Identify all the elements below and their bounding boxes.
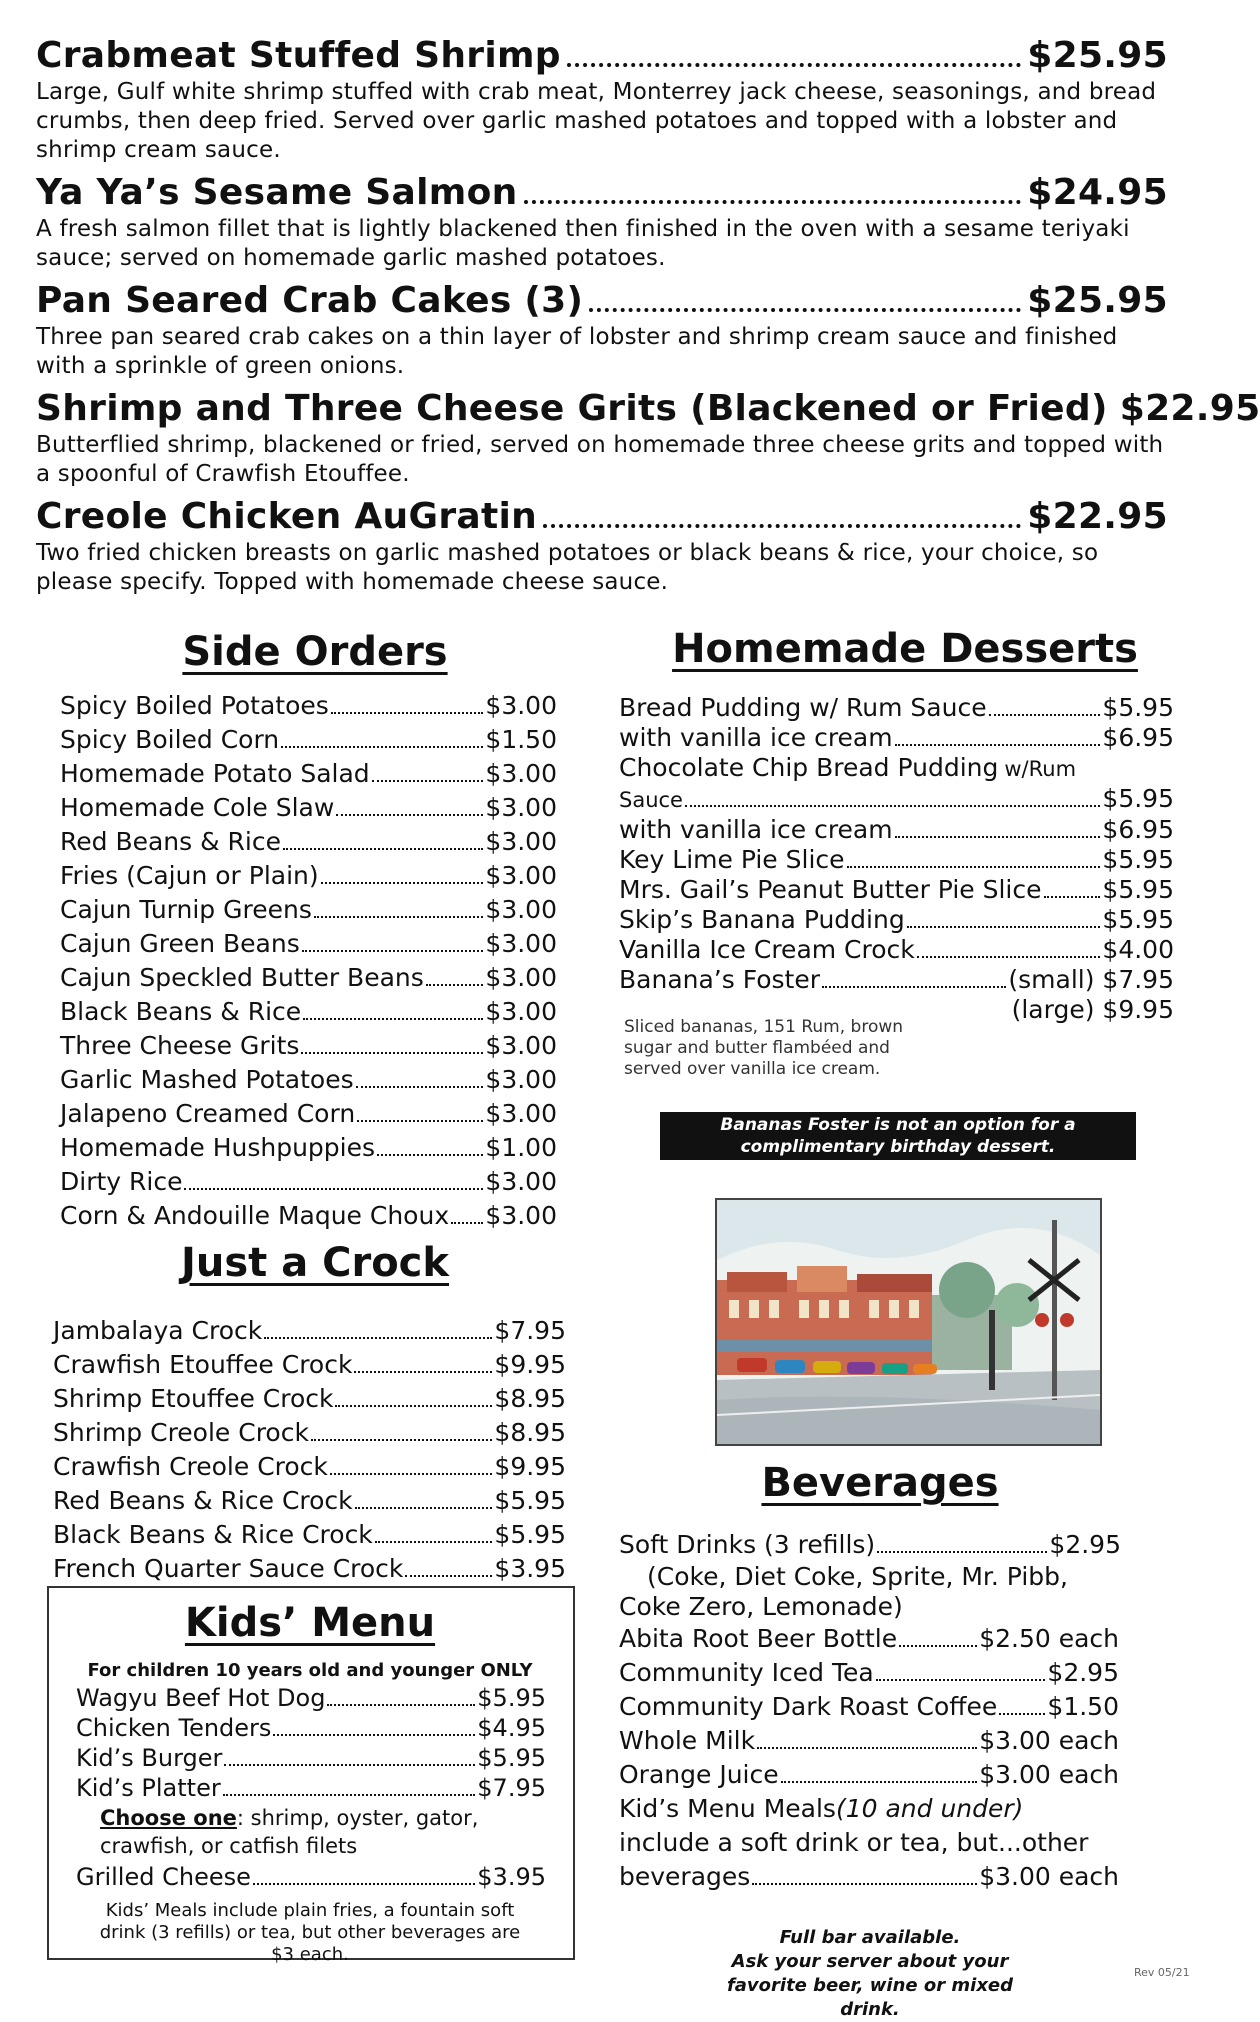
- kids-choose-one: [100, 1804, 520, 1860]
- beverage-items: [619, 1622, 1119, 1792]
- item-name: Homemade Cole Slaw: [60, 793, 335, 822]
- kids-meal-line1: Kid’s Menu Meals: [619, 1794, 836, 1823]
- item-price: $3.00: [485, 759, 557, 788]
- item-name: Shrimp Etouffee Crock: [53, 1384, 334, 1413]
- menu-row: [619, 1758, 1119, 1792]
- item-price: (large) $9.95: [1011, 995, 1174, 1024]
- menu-row: [619, 965, 1174, 995]
- entree-name: Ya Ya’s Sesame Salmon: [36, 172, 518, 213]
- menu-row: [60, 1165, 557, 1199]
- item-name: Kid’s Platter: [76, 1774, 221, 1802]
- menu-row: [76, 1773, 546, 1803]
- item-name: Black Beans & Rice Crock: [53, 1520, 373, 1549]
- street-painting-svg: [717, 1200, 1100, 1444]
- entree-name: Creole Chicken AuGratin: [36, 496, 538, 537]
- full-bar-text: Full bar available.: [779, 1927, 961, 1948]
- menu-row: [60, 859, 557, 893]
- item-price: $3.00 each: [979, 1760, 1119, 1789]
- entree-price: $22.95: [1119, 388, 1260, 429]
- menu-row: [619, 784, 1174, 815]
- menu-row: [60, 995, 557, 1029]
- item-name: Fries (Cajun or Plain): [60, 861, 319, 890]
- menu-row: [619, 845, 1174, 875]
- item-name: Wagyu Beef Hot Dog: [76, 1684, 326, 1712]
- entree-price: $22.95: [1027, 496, 1168, 537]
- menu-row: [53, 1382, 566, 1416]
- item-price: $7.95: [494, 1316, 566, 1345]
- item-name: Jalapeno Creamed Corn: [60, 1099, 356, 1128]
- menu-row: [619, 723, 1174, 753]
- entree-item: [36, 173, 1168, 273]
- entree-item: [36, 497, 1168, 597]
- entree-price: $25.95: [1027, 280, 1168, 321]
- desserts-list: [619, 693, 1174, 1025]
- item-name: Banana’s Foster: [619, 965, 820, 994]
- entree-description: Three pan seared crab cakes on a thin layer of lobster and shrimp cream sauce and finished with a sprinkle of green onions.: [36, 324, 1118, 379]
- item-name: Chicken Tenders: [76, 1714, 272, 1742]
- item-name: Chocolate Chip Bread Pudding: [619, 753, 999, 782]
- item-price: $4.95: [477, 1714, 546, 1742]
- item-price: $3.00: [485, 861, 557, 890]
- item-name: Homemade Potato Salad: [60, 759, 370, 788]
- item-name: Kid’s Burger: [76, 1744, 223, 1772]
- menu-row: [619, 1690, 1119, 1724]
- item-price: $8.95: [494, 1384, 566, 1413]
- menu-row: [53, 1484, 566, 1518]
- kids-menu-list: [76, 1683, 546, 1803]
- item-price: $5.95: [494, 1486, 566, 1515]
- item-name: Mrs. Gail’s Peanut Butter Pie Slice: [619, 875, 1042, 904]
- item-price: $3.00: [485, 827, 557, 856]
- item-price: $2.95: [1047, 1658, 1119, 1687]
- menu-row: [53, 1450, 566, 1484]
- entree-description: A fresh salmon fillet that is lightly blackened then finished in the oven with a sesame teriyaki sauce; served on homemade garlic mashed potatoes.: [36, 216, 1130, 271]
- side-orders-list: [60, 689, 557, 1233]
- item-name-small: w/Rum: [1004, 757, 1077, 781]
- beverages-list: [619, 1528, 1119, 1894]
- menu-row: [619, 905, 1174, 935]
- entree-item: [36, 388, 1260, 489]
- menu-row: [619, 1622, 1119, 1656]
- ask-server-text: Ask your server about your favorite beer, wine or mixed drink.: [726, 1951, 1014, 2020]
- menu-row: [619, 1724, 1119, 1758]
- kids-meal-line2: include a soft drink or tea, but...other: [619, 1828, 1089, 1857]
- menu-row: [619, 693, 1174, 723]
- item-price: $5.95: [1102, 875, 1174, 904]
- entree-description: Butterflied shrimp, blackened or fried, served on homemade three cheese grits and topped with a spoonful of Crawfish Etouffee.: [36, 432, 1164, 487]
- beverage-price: $2.95: [1049, 1530, 1121, 1559]
- item-name: Homemade Hushpuppies: [60, 1133, 376, 1162]
- menu-row: [60, 825, 557, 859]
- menu-row: [619, 1656, 1119, 1690]
- item-price: $6.95: [1102, 815, 1174, 844]
- entree-item: [36, 36, 1168, 165]
- menu-row: [60, 1097, 557, 1131]
- item-price: $1.00: [485, 1133, 557, 1162]
- menu-row: [53, 1518, 566, 1552]
- item-price: $3.00: [485, 1065, 557, 1094]
- beverage-name: Soft Drinks (3 refills): [619, 1530, 876, 1559]
- item-price: $3.00: [485, 963, 557, 992]
- item-name: Red Beans & Rice Crock: [53, 1486, 353, 1515]
- crock-list: [53, 1314, 566, 1586]
- item-name: Corn & Andouille Maque Choux: [60, 1201, 450, 1230]
- item-price: $2.50 each: [979, 1624, 1119, 1653]
- entree-item: [36, 281, 1168, 381]
- menu-row: [60, 1063, 557, 1097]
- entree-description: Large, Gulf white shrimp stuffed with crab meat, Monterrey jack cheese, seasonings, and bread crumbs, then deep fried. Served over garlic mashed potatoes and topped with a lobster and shrimp cream sauce.: [36, 79, 1157, 163]
- item-price: $3.00: [485, 895, 557, 924]
- birthday-note: Bananas Foster is not an option for a complimentary birthday dessert.: [660, 1112, 1136, 1160]
- item-price: $4.00: [1102, 935, 1174, 964]
- item-price: $8.95: [494, 1418, 566, 1447]
- item-price: $3.00: [485, 929, 557, 958]
- kids-grilled-cheese: [76, 1862, 546, 1892]
- item-name: Orange Juice: [619, 1760, 779, 1789]
- item-price: $3.00: [485, 1031, 557, 1060]
- item-name: Cajun Speckled Butter Beans: [60, 963, 424, 992]
- item-name: Garlic Mashed Potatoes: [60, 1065, 354, 1094]
- kids-meal-italic: (10 and under): [835, 1794, 1024, 1823]
- item-name: Bread Pudding w/ Rum Sauce: [619, 693, 987, 722]
- item-name: Spicy Boiled Potatoes: [60, 691, 329, 720]
- beverage-price: $3.00 each: [979, 1862, 1119, 1891]
- item-price: $3.00: [485, 1167, 557, 1196]
- item-price: $3.00: [485, 1099, 557, 1128]
- item-name: Skip’s Banana Pudding: [619, 905, 905, 934]
- item-price: $5.95: [1102, 784, 1174, 813]
- item-name: Spicy Boiled Corn: [60, 725, 280, 754]
- item-name: Community Dark Roast Coffee: [619, 1692, 998, 1721]
- menu-row: [60, 1199, 557, 1233]
- item-name: Abita Root Beer Bottle: [619, 1624, 898, 1653]
- item-name: Cajun Green Beans: [60, 929, 300, 958]
- menu-row: [76, 1743, 546, 1773]
- menu-row: [60, 723, 557, 757]
- item-name: Community Iced Tea: [619, 1658, 874, 1687]
- entree-name: Shrimp and Three Cheese Grits (Blackened or Fried): [36, 388, 1108, 429]
- soft-drink-list: (Coke, Diet Coke, Sprite, Mr. Pibb, Coke Zero, Lemonade): [619, 1562, 1068, 1621]
- menu-row: [60, 961, 557, 995]
- menu-row: [619, 815, 1174, 845]
- item-price: $7.95: [477, 1774, 546, 1802]
- item-price: $5.95: [1102, 845, 1174, 874]
- item-name: Crawfish Creole Crock: [53, 1452, 328, 1481]
- item-price: $5.95: [1102, 905, 1174, 934]
- entree-description: Two fried chicken breasts on garlic mashed potatoes or black beans & rice, your choice, so please specify. Topped with homemade cheese sauce.: [36, 540, 1099, 595]
- item-name: with vanilla ice cream: [619, 815, 893, 844]
- menu-row: [619, 753, 1174, 784]
- item-name: Three Cheese Grits: [60, 1031, 300, 1060]
- item-price: $9.95: [494, 1350, 566, 1379]
- menu-row: [53, 1314, 566, 1348]
- item-price: $3.00: [485, 691, 557, 720]
- kids-choose-text: : shrimp, oyster, gator, crawfish, or catfish filets: [100, 1806, 479, 1858]
- kids-footnote: Kids’ Meals include plain fries, a fountain soft drink (3 refills) or tea, but other beverages are $3 each.: [99, 1900, 521, 1965]
- kids-item-price: $3.95: [477, 1863, 546, 1891]
- kids-menu-title: Kids’ Menu: [184, 1600, 436, 1646]
- item-name: Whole Milk: [619, 1726, 756, 1755]
- side-orders-title: Side Orders: [182, 629, 448, 675]
- item-price: $5.95: [494, 1520, 566, 1549]
- revision-label: Rev 05/21: [1134, 1966, 1190, 1979]
- item-price: $3.00: [485, 997, 557, 1026]
- item-price: $3.95: [494, 1554, 566, 1583]
- item-price: $5.95: [1102, 693, 1174, 722]
- menu-row: [60, 893, 557, 927]
- entree-name: Crabmeat Stuffed Shrimp: [36, 35, 561, 76]
- item-price: $3.00 each: [979, 1726, 1119, 1755]
- entree-name: Pan Seared Crab Cakes (3): [36, 280, 584, 321]
- menu-row: [53, 1552, 566, 1586]
- just-a-crock-title: Just a Crock: [180, 1240, 449, 1286]
- street-painting-image: [715, 1198, 1102, 1446]
- beverage-name: beverages: [619, 1862, 751, 1891]
- menu-row: [60, 791, 557, 825]
- item-price: $1.50: [1047, 1692, 1119, 1721]
- item-name: Vanilla Ice Cream Crock: [619, 935, 915, 964]
- item-name: Crawfish Etouffee Crock: [53, 1350, 353, 1379]
- menu-row: [60, 1131, 557, 1165]
- item-price: $6.95: [1102, 723, 1174, 752]
- item-price: $3.00: [485, 793, 557, 822]
- menu-row: [60, 757, 557, 791]
- menu-row: [60, 1029, 557, 1063]
- item-name: Dirty Rice: [60, 1167, 183, 1196]
- menu-row: [76, 1713, 546, 1743]
- item-price: $9.95: [494, 1452, 566, 1481]
- kids-choose-label: Choose one: [100, 1806, 237, 1830]
- item-name: Black Beans & Rice: [60, 997, 302, 1026]
- menu-row: [76, 1683, 546, 1713]
- entree-price: $25.95: [1027, 35, 1168, 76]
- kids-item-name: Grilled Cheese: [76, 1863, 251, 1891]
- menu-row: [60, 927, 557, 961]
- item-name: Key Lime Pie Slice: [619, 845, 845, 874]
- menu-row: [53, 1416, 566, 1450]
- item-name: French Quarter Sauce Crock: [53, 1554, 404, 1583]
- menu-row: [619, 875, 1174, 905]
- desserts-title: Homemade Desserts: [672, 626, 1138, 672]
- item-name: Red Beans & Rice: [60, 827, 281, 856]
- kids-menu-subtitle: For children 10 years old and younger ONLY: [87, 1660, 533, 1681]
- item-name: with vanilla ice cream: [619, 723, 893, 752]
- bananas-foster-note: Sliced bananas, 151 Rum, brown sugar and butter flambéed and served over vanilla ice cream.: [624, 1017, 904, 1079]
- menu-row: [619, 935, 1174, 965]
- item-name-small: Sauce: [619, 788, 683, 812]
- item-price: $1.50: [485, 725, 557, 754]
- menu-row: [53, 1348, 566, 1382]
- item-price: $5.95: [477, 1744, 546, 1772]
- item-price: $5.95: [477, 1684, 546, 1712]
- item-name: Shrimp Creole Crock: [53, 1418, 309, 1447]
- item-name: Jambalaya Crock: [53, 1316, 263, 1345]
- item-price: (small) $7.95: [1008, 965, 1174, 994]
- item-price: $3.00: [485, 1201, 557, 1230]
- footer-note: [660, 1926, 1080, 2022]
- menu-row: [60, 689, 557, 723]
- item-name: Cajun Turnip Greens: [60, 895, 312, 924]
- entree-price: $24.95: [1027, 172, 1168, 213]
- beverages-title: Beverages: [761, 1460, 999, 1506]
